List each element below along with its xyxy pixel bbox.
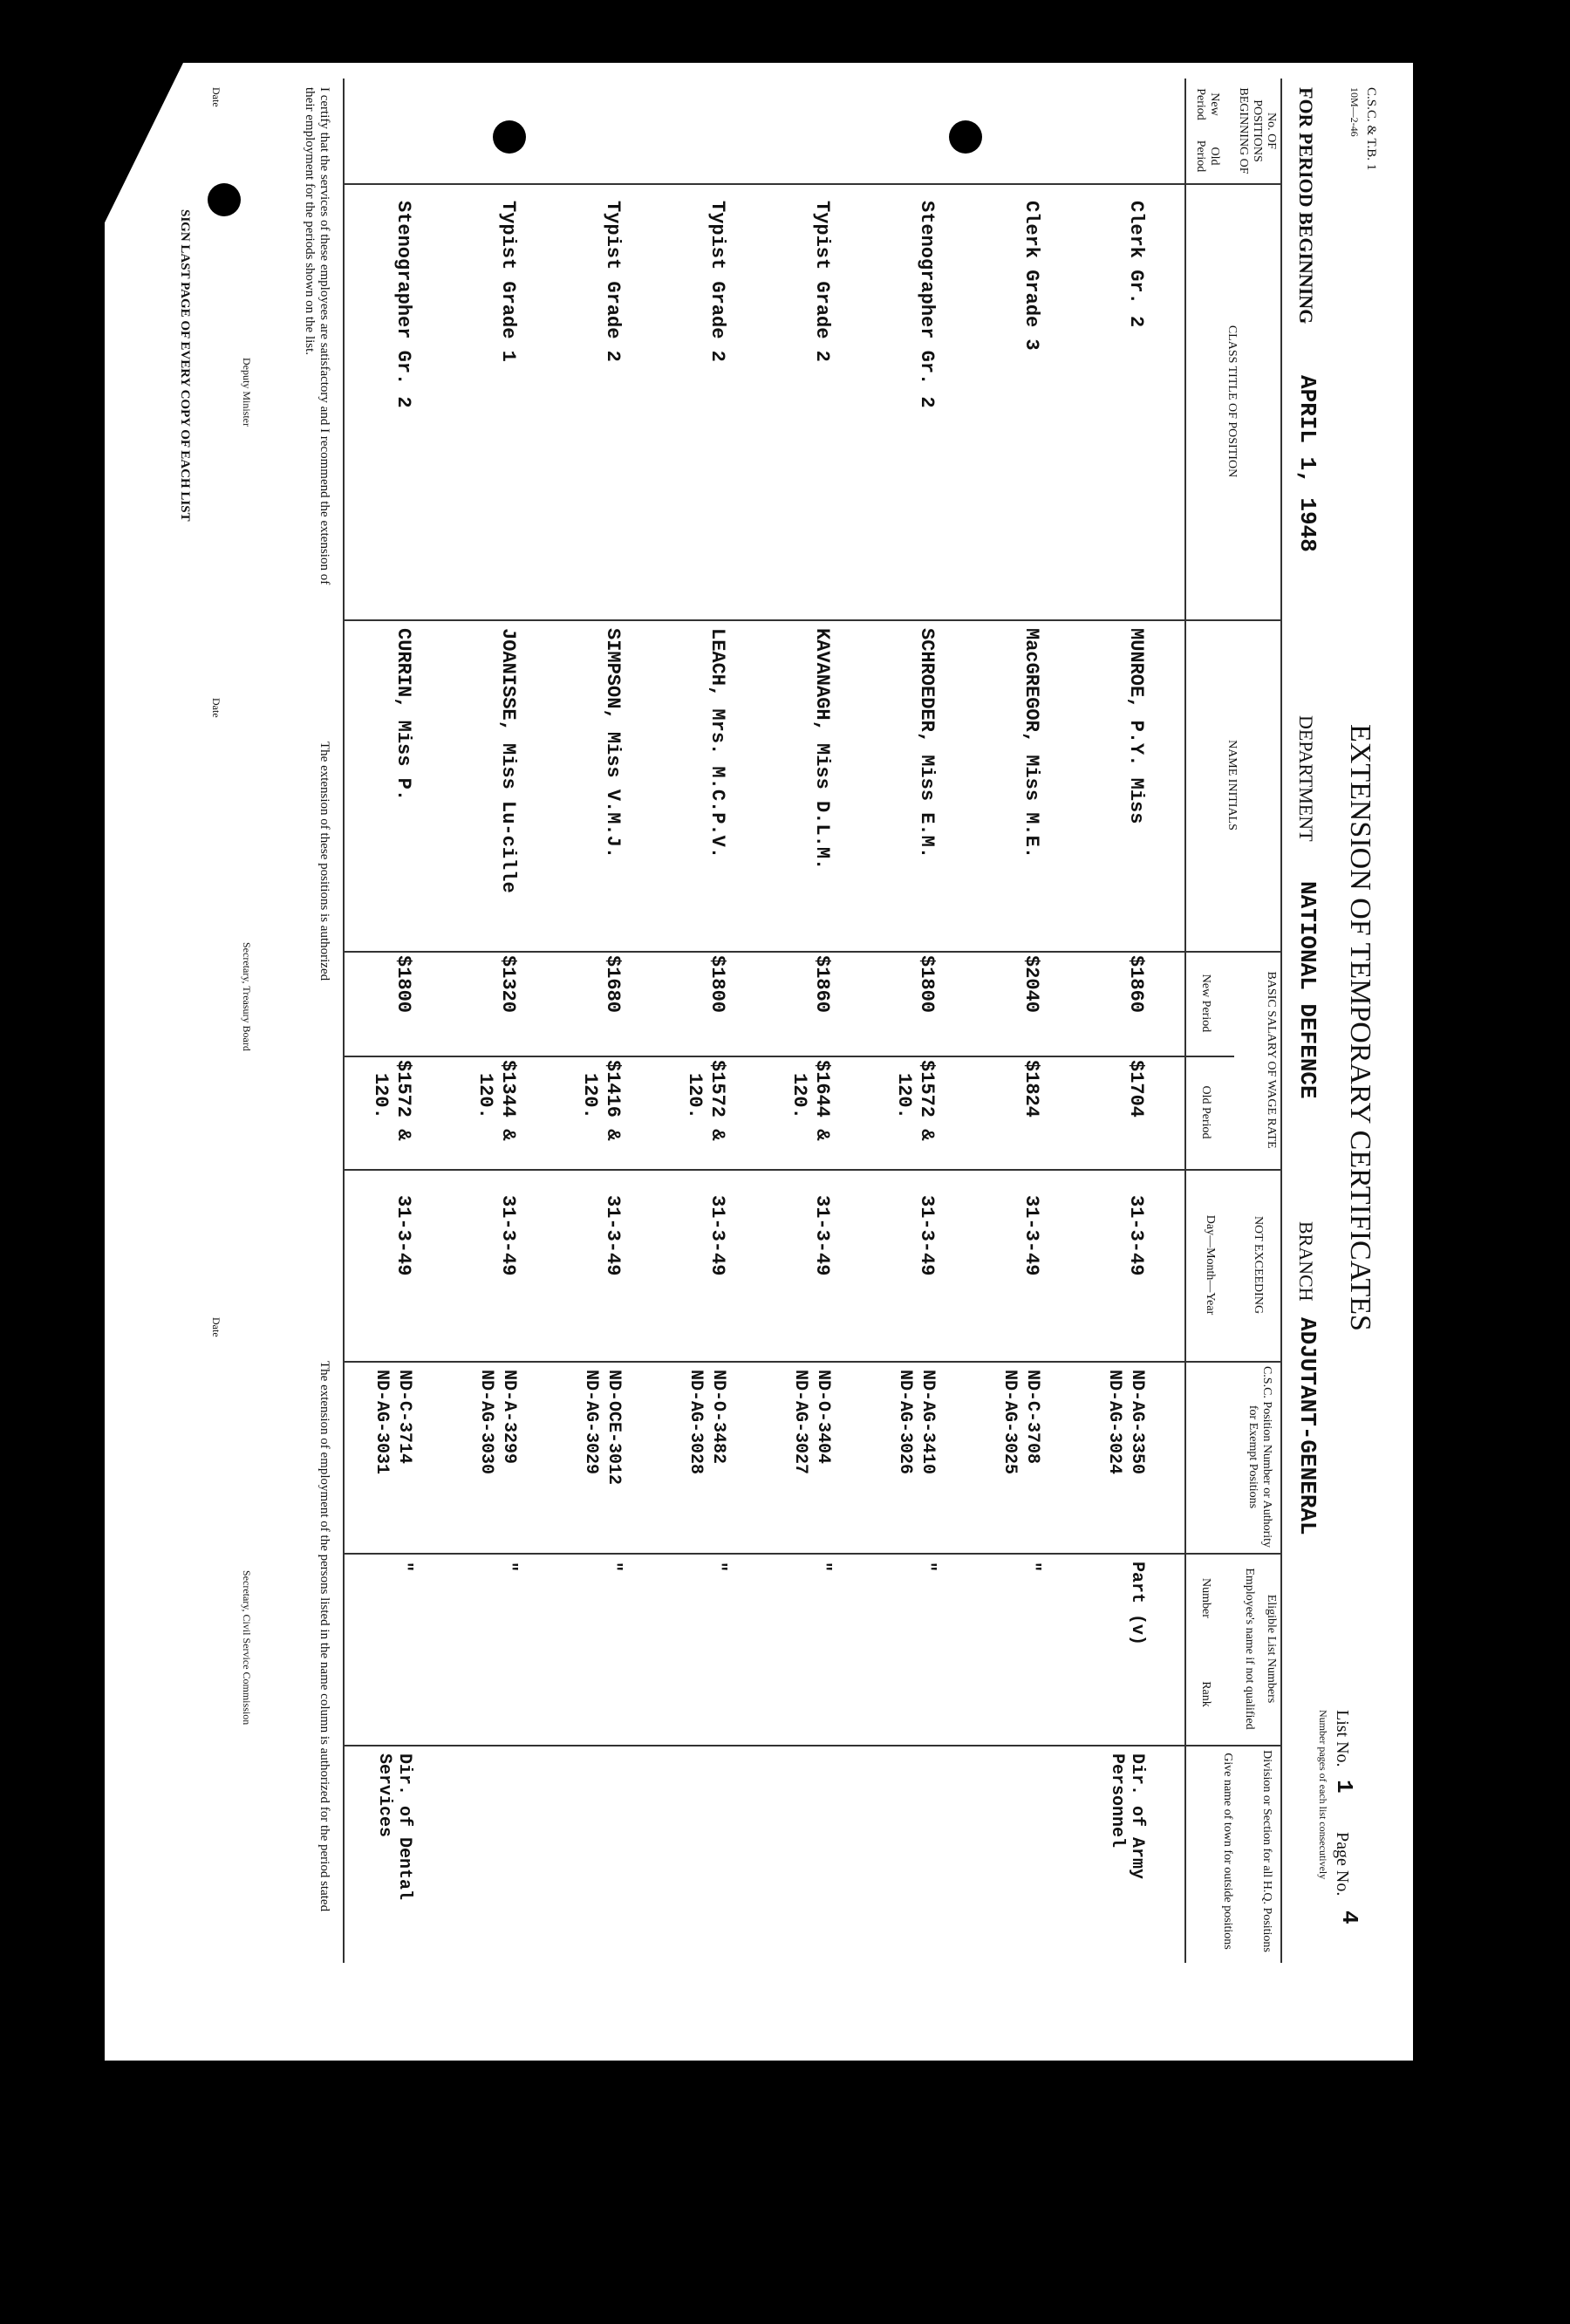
new-salary-cell: $1320 [497,955,519,1014]
position-number-cell: ND-C-3708 [1022,1370,1042,1465]
position-number-cell-2: ND-AG-3031 [372,1370,392,1475]
class-title-cell: Stenographer Gr. 2 [916,201,938,408]
division-header: Division or Section for all H.Q. Positions [1260,1750,1273,1952]
class-title-cell: Typist Grade 2 [811,201,833,362]
eligible-cell: " [813,1562,833,1573]
class-title-header: CLASS TITLE OF POSITION [1225,325,1239,478]
date-cell: 31-3-49 [497,1195,519,1276]
page-number: 4 [1336,1910,1362,1924]
salary-old-header: Old Period [1199,1085,1212,1139]
deputy-minister-label: Deputy Minister [241,358,253,427]
column-rule [345,1169,1282,1171]
department-label: DEPARTMENT [1295,715,1317,842]
number-header: Number [1199,1578,1212,1618]
rule [1184,79,1186,1963]
old-salary-cell: $1344 & [497,1060,519,1141]
position-number-cell: ND-OCE-3012 [604,1370,624,1486]
new-salary-cell: $1800 [392,955,414,1014]
old-salary-allowance-cell: 120. [684,1073,706,1119]
division-cell: Dir. of Dental Services [374,1753,414,1901]
old-salary-cell: $1572 & [392,1060,414,1141]
page-label: Page No. [1333,1832,1352,1897]
name-cell: CURRIN, Miss P. [392,628,414,802]
give-name-header: Give name of town for outside positions [1221,1753,1234,1950]
date-label-3: Date [210,1317,222,1337]
new-salary-cell: $1800 [706,955,728,1014]
old-salary-allowance-cell: 120. [788,1073,810,1119]
rank-header: Rank [1199,1681,1212,1707]
rule [343,79,345,1963]
eligible-cell: " [918,1562,938,1573]
column-rule [345,1361,1282,1363]
class-title-cell: Typist Grade 2 [706,201,728,362]
eligible-cell: " [604,1562,624,1573]
class-title-cell: Typist Grade 1 [497,201,519,362]
column-rule [345,1553,1282,1555]
name-cell: SCHROEDER, Miss E.M. [916,628,938,859]
new-salary-cell: $2040 [1020,955,1042,1014]
old-period-header: Old Period [1194,140,1221,173]
form-code: C.S.C. & T.B. 1 [1364,87,1378,171]
new-period-header: New Period [1194,88,1221,120]
list-label: List No. [1333,1710,1352,1767]
certify-text: I certify that the services of these employees are satisfactory and I recommend the extension of their employment for the periods shown on the list. [303,87,331,585]
name-cell: MacGREGOR, Miss M.E. [1020,628,1042,859]
not-exceeding-header: NOT EXCEEDING [1252,1215,1265,1315]
column-rule [345,1745,1282,1746]
column-rule [345,619,1282,621]
period-label: FOR PERIOD BEGINNING [1295,87,1317,325]
form-print: 10M—2-46 [1348,87,1361,137]
old-salary-allowance-cell: 120. [474,1073,496,1119]
rule [1280,79,1282,1963]
new-salary-cell: $1800 [916,955,938,1014]
old-salary-allowance-cell: 120. [893,1073,915,1119]
position-number-cell: ND-C-3714 [394,1370,414,1465]
date-label-2: Date [210,698,222,718]
new-salary-cell: $1680 [602,955,624,1014]
position-number-cell: ND-O-3482 [708,1370,728,1465]
column-rule [345,183,1282,185]
eligible-cell: " [1022,1562,1042,1573]
eligible-cell: " [394,1562,414,1573]
old-salary-cell: $1416 & [602,1060,624,1141]
eligible-cell: " [708,1562,728,1573]
old-salary-allowance-cell: 120. [579,1073,601,1119]
column-rule [345,1056,1234,1057]
old-salary-cell: $1572 & [916,1060,938,1141]
branch-value: ADJUTANT-GENERAL [1294,1317,1321,1535]
position-number-cell-2: ND-AG-3024 [1104,1370,1124,1475]
date-cell: 31-3-49 [916,1195,938,1276]
eligible-cell: Part (v) [1127,1562,1147,1646]
csc-position-header: C.S.C. Position Number or Authority for Exempt Positions [1246,1365,1273,1548]
name-cell: KAVANAGH, Miss D.L.M. [811,628,833,871]
old-salary-cell: $1704 [1125,1060,1147,1118]
old-salary-cell: $1644 & [811,1060,833,1141]
department-value: NATIONAL DEFENCE [1294,881,1321,1099]
column-rule [345,951,1282,953]
position-number-cell: ND-AG-3350 [1127,1370,1147,1475]
eligible-header: Eligible List Numbers [1265,1594,1278,1704]
position-number-cell-2: ND-AG-3027 [790,1370,810,1475]
old-salary-cell: $1572 & [706,1060,728,1141]
date-cell: 31-3-49 [706,1195,728,1276]
position-number-cell: ND-A-3299 [499,1370,519,1465]
employee-qualified-header: Employee's name if not qualified [1243,1568,1256,1730]
class-title-cell: Clerk Gr. 2 [1125,201,1147,328]
name-cell: LEACH, Mrs. M.C.P.V. [706,628,728,859]
position-number-cell-2: ND-AG-3030 [476,1370,496,1475]
period-value: APRIL 1, 1948 [1294,375,1321,552]
name-header: NAME INITIALS [1225,740,1239,830]
name-cell: MUNROE, P.Y. Miss [1125,628,1147,824]
date-cell: 31-3-49 [1125,1195,1147,1276]
class-title-cell: Clerk Grade 3 [1020,201,1042,351]
old-salary-allowance-cell: 120. [370,1073,392,1119]
date-label: Date [210,87,222,107]
position-number-cell: ND-O-3404 [813,1370,833,1465]
division-cell: Dir. of Army Personnel [1107,1753,1147,1880]
pages-note: Number pages of each list consecutively [1317,1710,1329,1880]
new-salary-cell: $1860 [811,955,833,1014]
csc-secretary-label: Secretary, Civil Service Commission [241,1570,253,1726]
name-cell: SIMPSON, Miss V.M.J. [602,628,624,859]
positions-header: No. OF POSITIONS BEGINNING OF [1237,87,1278,174]
sign-note: SIGN LAST PAGE OF EVERY COPY OF EACH LIST [178,209,192,522]
authorized-text: The extension of these positions is authorized [317,742,331,981]
old-salary-cell: $1824 [1020,1060,1042,1118]
date-cell: 31-3-49 [811,1195,833,1276]
branch-label: BRANCH [1295,1221,1317,1302]
name-cell: JOANISSE, Miss Lu-cille [497,628,519,893]
document-title: EXTENSION OF TEMPORARY CERTIFICATES [1344,724,1376,1331]
date-cell: 31-3-49 [392,1195,414,1276]
eligible-cell: " [499,1562,519,1573]
day-month-year-header: Day—Month—Year [1204,1214,1217,1316]
class-title-cell: Typist Grade 2 [602,201,624,362]
class-title-cell: Stenographer Gr. 2 [392,201,414,408]
list-number: 1 [1331,1780,1357,1794]
position-number-cell-2: ND-AG-3028 [686,1370,706,1475]
position-number-cell: ND-AG-3410 [918,1370,938,1475]
new-salary-cell: $1860 [1125,955,1147,1014]
position-number-cell-2: ND-AG-3029 [581,1370,601,1475]
date-cell: 31-3-49 [602,1195,624,1276]
salary-new-header: New Period [1199,974,1212,1033]
csc-authorized-text: The extension of employment of the persons listed in the name column is authorized for the period stated [317,1361,331,1912]
position-number-cell-2: ND-AG-3025 [1000,1370,1020,1475]
position-number-cell-2: ND-AG-3026 [895,1370,915,1475]
salary-header: BASIC SALARY OF WAGE RATE [1265,971,1278,1149]
date-cell: 31-3-49 [1020,1195,1042,1276]
form-sheet [148,70,1387,1972]
treasury-label: Secretary, Treasury Board [241,942,253,1051]
